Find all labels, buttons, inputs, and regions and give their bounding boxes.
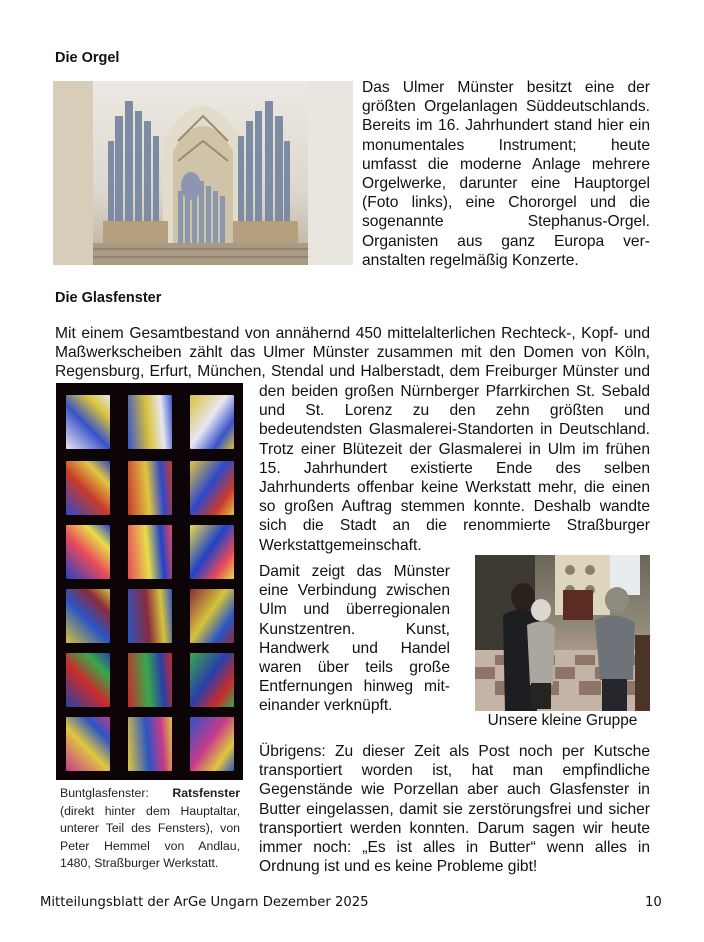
heading-glass: Die Glasfenster [55, 290, 162, 306]
closing-line: Butter eingelassen, damit sie zerstörungsfrei und sicher [259, 800, 650, 818]
closing-line: immer noch: „Es ist alles in Butter“ wenn alles in [259, 839, 650, 857]
right-line: den beiden großen Nürnberger Pfarrkirchen St. Sebald [259, 383, 650, 400]
organ-line: sogenannte Stephanus-Orgel. [362, 213, 650, 231]
middle-line: Ulm und überregionalen [259, 601, 450, 619]
glass-pane [190, 525, 234, 579]
caption-prefix: Buntglasfenster: [60, 786, 173, 800]
caption-line: Peter Hemmel von Andlau, [60, 838, 240, 853]
glass-pane [128, 461, 172, 515]
middle-line: waren über teils große [259, 659, 450, 677]
organ-line: Organisten aus ganz Europa ver- [362, 232, 650, 250]
middle-line: Handwerk und Handel [259, 639, 450, 657]
window-caption [60, 785, 240, 873]
right-line: bedeutendsten Glasmalerei-Standorten in Deutschland. [259, 421, 650, 439]
organ-line: Orgelwerke, darunter eine Hauptorgel [362, 175, 650, 193]
closing-line: Ordnung ist und es keine Probleme gibt! [259, 858, 538, 876]
organ-line: größten Orgelanlagen Süddeutschlands. [362, 98, 650, 116]
middle-line: Entfernungen hinweg mit- [259, 678, 450, 696]
organ-line: Bereits im 16. Jahrhundert stand hier ein [362, 117, 650, 135]
heading-organ: Die Orgel [55, 50, 120, 66]
closing-line: transportiert worden ist, hat man empfindliche [259, 762, 650, 780]
group-photo [475, 555, 650, 711]
organ-text [362, 78, 650, 270]
right-line: Jahrhunderts offenbar keine Werkstatt mehr, die einen [259, 479, 650, 497]
page-number: 10 [645, 895, 662, 910]
middle-line: einander verknüpft. [259, 697, 393, 715]
glass-right-text [259, 382, 650, 555]
glass-pane [128, 525, 172, 579]
right-line: so großen Auftrag stemmen konnte. Deshalb wandte [259, 498, 650, 516]
glass-pane [190, 717, 234, 771]
right-line: Trotz einer Blütezeit der Glasmalerei in Ulm im frühen [259, 440, 650, 458]
glass-pane [66, 525, 110, 579]
middle-line: eine Verbindung zwischen [259, 582, 450, 600]
organ-line: monumentales Instrument; heute [362, 136, 650, 154]
right-line: 15. Jahrhundert existierte Ende des selben [259, 459, 650, 477]
glass-pane [66, 717, 110, 771]
glass-middle-text [259, 562, 450, 716]
middle-line: Damit zeigt das Münster [259, 563, 450, 580]
glass-pane [66, 395, 110, 449]
caption-line: unterer Teil des Fensters), von [60, 821, 240, 835]
glass-pane [66, 461, 110, 515]
caption-line: (direkt hinter dem Hauptaltar, [60, 803, 240, 818]
footer-title: Mitteilungsblatt der ArGe Ungarn Dezember 2025 [40, 895, 369, 910]
closing-line: Gegenstände wie Porzellan aber auch Glasfenster in [259, 781, 650, 799]
caption-line: 1480, Straßburger Werkstatt. [60, 856, 219, 870]
glass-pane [128, 589, 172, 643]
organ-line: Das Ulmer Münster besitzt eine der [362, 79, 650, 96]
glass-closing-text [259, 742, 650, 876]
glass-pane [128, 653, 172, 707]
organ-line: umfasst die moderne Anlage mehrere [362, 155, 650, 173]
right-line: und St. Lorenz zu den zehn größten und [259, 402, 650, 420]
glass-pane [190, 589, 234, 643]
organ-photo [53, 81, 353, 265]
right-line: sich die Stadt an die renommierte Straßburger [259, 517, 650, 535]
intro-line: Mit einem Gesamtbestand von annähernd 450 mittelalterlichen Rechteck-, Kopf- und [55, 325, 650, 342]
glass-pane [190, 395, 234, 449]
glass-pane [66, 653, 110, 707]
glass-pane [128, 717, 172, 771]
glass-pane [128, 395, 172, 449]
caption-bold: Ratsfenster [172, 786, 240, 800]
intro-line: Regensburg, Erfurt, München, Stendal und Halberstadt, dem Freiburger Münster und [55, 363, 650, 381]
closing-line: transportiert werden konnten. Darum sagen wir heute [259, 819, 650, 837]
glass-pane [66, 589, 110, 643]
glass-pane [190, 461, 234, 515]
glass-pane [190, 653, 234, 707]
glass-intro [55, 324, 650, 382]
group-photo-caption: Unsere kleine Gruppe [487, 712, 638, 729]
organ-line: (Foto links), eine Chororgel und die [362, 194, 650, 212]
closing-line: Übrigens: Zu dieser Zeit als Post noch per Kutsche [259, 743, 650, 760]
intro-line: Maßwerkscheiben zählt das Ulmer Münster zusammen mit den Domen von Köln, [55, 344, 650, 362]
organ-line: anstalten regelmäßig Konzerte. [362, 251, 579, 269]
middle-line: Kunstzentren. Kunst, [259, 620, 450, 638]
stained-glass-photo [56, 383, 243, 780]
right-line: Werkstattgemeinschaft. [259, 536, 422, 554]
